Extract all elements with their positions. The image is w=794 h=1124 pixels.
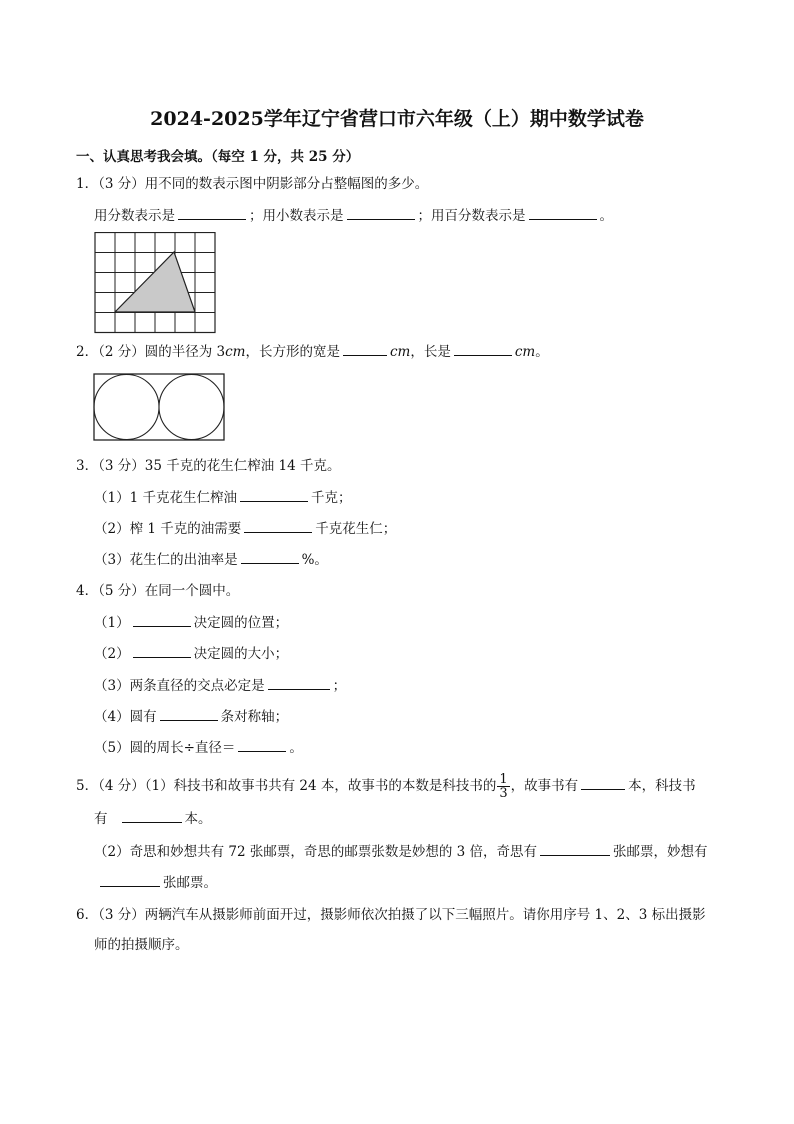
q4-sub-1 bbox=[94, 613, 288, 632]
q1-grid-figure bbox=[94, 232, 216, 334]
q1-period: 。 bbox=[599, 208, 613, 224]
q5-part2-cont bbox=[94, 873, 217, 892]
q3-blank-2[interactable] bbox=[244, 519, 312, 533]
q1-label-fraction: 用分数表示是 bbox=[94, 208, 175, 224]
q1-score: （3 分） bbox=[98, 176, 145, 192]
q5-fraction bbox=[497, 773, 509, 800]
q6-text-cont: 师的拍摄顺序。 bbox=[94, 937, 189, 953]
q2-score: （2 分） bbox=[98, 344, 145, 360]
question-2 bbox=[76, 342, 549, 361]
q5-blank-qisi[interactable] bbox=[540, 842, 610, 856]
q3-score: （3 分） bbox=[98, 458, 145, 474]
q4-sub-5 bbox=[94, 738, 303, 757]
q6-number: 6． bbox=[76, 907, 99, 923]
q3-sub3-text: （3）花生仁的出油率是 bbox=[94, 552, 238, 568]
q4-text: 在同一个圆中。 bbox=[144, 583, 240, 599]
question-5 bbox=[76, 773, 696, 800]
q2-blank-width[interactable] bbox=[343, 342, 387, 356]
q2-text-width: ，长方形的宽是 bbox=[245, 344, 340, 360]
q3-number: 3． bbox=[76, 458, 99, 474]
page-title: 2024-2025学年辽宁省营口市六年级（上）期中数学试卷 bbox=[150, 108, 644, 130]
q2-unit: cm bbox=[390, 344, 411, 360]
q4-sub-2 bbox=[94, 644, 288, 663]
q3-sub-3 bbox=[94, 550, 328, 569]
q4-sub2-tail: 决定圆的大小； bbox=[193, 646, 289, 662]
q5-blank-miaoxiang[interactable] bbox=[100, 873, 160, 887]
q4-sub5-tail: 。 bbox=[289, 740, 303, 756]
q5-blank-story[interactable] bbox=[581, 776, 625, 790]
q5-part1-has: 有 bbox=[94, 811, 108, 827]
q1-answer-line bbox=[94, 206, 613, 225]
q4-number: 4． bbox=[76, 583, 99, 599]
q5-part1-cont bbox=[94, 809, 212, 828]
q3-blank-1[interactable] bbox=[240, 488, 308, 502]
question-3 bbox=[76, 457, 340, 475]
q2-text-radius: 圆的半径为 3 bbox=[144, 344, 226, 360]
question-4 bbox=[76, 582, 239, 600]
fraction-numerator: 1 bbox=[499, 772, 508, 787]
q4-sub-3 bbox=[94, 676, 346, 695]
q4-score: （5 分） bbox=[98, 583, 145, 599]
q1-text: 用不同的数表示图中阴影部分占整幅图的多少。 bbox=[144, 176, 429, 192]
q3-blank-3[interactable] bbox=[241, 550, 299, 564]
q5-part1-unit: 本。 bbox=[184, 811, 212, 827]
q1-label-decimal: ；用小数表示是 bbox=[249, 208, 344, 224]
q5-number: 5． bbox=[76, 778, 99, 794]
question-6 bbox=[76, 906, 706, 924]
q5-part1-text: （1）科技书和故事书共有 24 本，故事书的本数是科技书的 bbox=[144, 778, 497, 794]
q4-sub-4 bbox=[94, 707, 288, 726]
q3-text: 35 千克的花生仁榨油 14 千克。 bbox=[144, 458, 341, 474]
q6-score: （3 分） bbox=[98, 907, 145, 923]
q3-sub2-text: （2）榨 1 千克的油需要 bbox=[94, 521, 242, 537]
q5-part2-miaoxiang: 张邮票，妙想有 bbox=[613, 844, 708, 860]
q4-blank-4[interactable] bbox=[160, 707, 218, 721]
q4-sub5-text: （5）圆的周长÷直径＝ bbox=[94, 740, 236, 756]
q4-sub4-tail: 条对称轴； bbox=[220, 709, 289, 725]
q5-part2-text: （2）奇思和妙想共有 72 张邮票，奇思的邮票张数是妙想的 3 倍，奇思有 bbox=[94, 844, 538, 860]
q4-sub3-tail: ； bbox=[332, 678, 347, 694]
q5-part1-science: 本，科技书 bbox=[628, 778, 696, 794]
q2-period: 。 bbox=[535, 344, 549, 360]
q3-sub2-unit: 千克花生仁； bbox=[315, 521, 397, 537]
q4-sub1-tail: 决定圆的位置； bbox=[193, 615, 289, 631]
q4-sub2-text: （2） bbox=[94, 646, 130, 662]
q5-blank-science[interactable] bbox=[122, 809, 182, 823]
q4-blank-3[interactable] bbox=[268, 676, 330, 690]
q4-blank-1[interactable] bbox=[133, 613, 191, 627]
q1-label-percent: ；用百分数表示是 bbox=[417, 208, 526, 224]
q1-blank-decimal[interactable] bbox=[347, 206, 415, 220]
q4-sub3-text: （3）两条直径的交点必定是 bbox=[94, 678, 265, 694]
q3-sub1-text: （1）1 千克花生仁榨油 bbox=[94, 490, 237, 506]
question-1 bbox=[76, 175, 428, 193]
section-heading: 一、认真思考我会填。（每空 1 分，共 25 分） bbox=[76, 149, 360, 165]
q5-part2-unit: 张邮票。 bbox=[163, 875, 217, 891]
q1-blank-percent[interactable] bbox=[529, 206, 597, 220]
q3-sub-1 bbox=[94, 488, 351, 507]
q4-sub4-text: （4）圆有 bbox=[94, 709, 157, 725]
q3-sub1-unit: 千克； bbox=[310, 490, 352, 506]
q2-circles-figure bbox=[93, 373, 225, 441]
q2-unit: cm bbox=[225, 344, 246, 360]
q2-text-length: ，长是 bbox=[410, 344, 451, 360]
q6-text: 两辆汽车从摄影师前面开过，摄影师依次拍摄了以下三幅照片。请你用序号 1、2、3 标出摄影 bbox=[144, 907, 706, 923]
q2-unit: cm bbox=[514, 344, 536, 360]
fraction-denominator: 3 bbox=[499, 786, 508, 801]
q2-blank-length[interactable] bbox=[454, 342, 512, 356]
q4-blank-2[interactable] bbox=[133, 644, 191, 658]
q4-sub1-text: （1） bbox=[94, 615, 130, 631]
q4-blank-5[interactable] bbox=[238, 738, 286, 752]
q2-number: 2． bbox=[76, 344, 99, 360]
q5-score: （4 分） bbox=[98, 778, 145, 794]
q3-sub-2 bbox=[94, 519, 396, 538]
q1-number: 1． bbox=[76, 176, 99, 192]
q5-part1-story: ，故事书有 bbox=[510, 778, 579, 794]
q5-part2 bbox=[94, 842, 708, 861]
q3-sub3-unit: %。 bbox=[301, 552, 328, 568]
q1-blank-fraction[interactable] bbox=[178, 206, 246, 220]
